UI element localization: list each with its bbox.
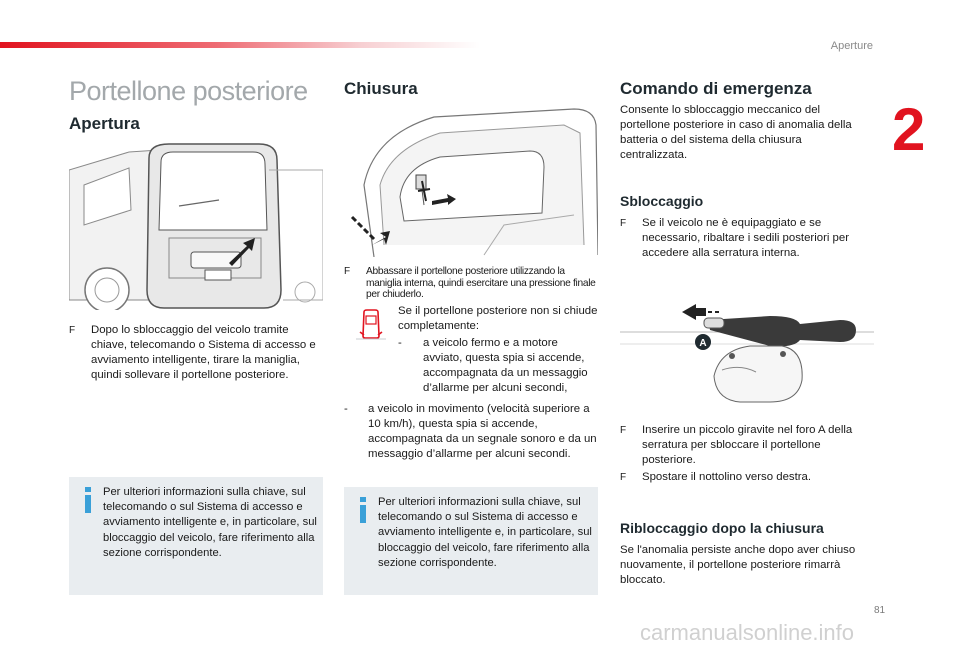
info-text-chiusura: Per ulteriori informazioni sulla chiave, sul telecomando o sul Sistema di accesso e avviamento intelligente e, in particolare, sul bloccaggio del veicolo, fare riferimento alla sezione corrispondente. (378, 496, 592, 569)
warning-item-stationary: a veicolo fermo e a motore avviato, questa spia si accende, accompagnata da un messaggio d’allarme per alcuni secondi, (423, 337, 588, 394)
dash-marker: - (398, 337, 402, 349)
heading-comando-emergenza: Comando di emergenza (620, 79, 812, 98)
open-door-warning-icon (356, 308, 386, 340)
bullet-icon: F (620, 218, 627, 229)
rear-door-closing-illustration (344, 105, 598, 257)
bullet-icon: F (620, 425, 627, 436)
heading-apertura: Apertura (69, 114, 140, 133)
dash-marker: - (344, 403, 348, 415)
sbloccaggio-step-1: Se il veicolo ne è equipaggiato e se necessario, ribaltare i sedili posteriori per accedere alla serratura interna. (642, 217, 850, 259)
figure-label-a: A (699, 338, 707, 349)
heading-chiusura: Chiusura (344, 79, 418, 98)
info-text-apertura: Per ulteriori informazioni sulla chiave, sul telecomando o sul Sistema di accesso e avviamento intelligente e, in particolare, sul bloccaggio del veicolo, fare riferimento alla sezione corrispondente. (103, 486, 317, 559)
info-box-chiusura (344, 487, 598, 595)
emergency-unlock-illustration (620, 290, 874, 410)
watermark-text: carmanualsonline.info (640, 620, 855, 645)
sbloccaggio-step-2: Inserire un piccolo giravite nel foro A della serratura per sbloccare il portellone posteriore. (642, 424, 853, 466)
bullet-icon: F (344, 266, 351, 277)
page-title: Portellone posteriore (69, 76, 308, 106)
warning-intro: Se il portellone posteriore non si chiude completamente: (398, 305, 598, 332)
info-icon (356, 497, 370, 523)
heading-ribloccaggio: Ribloccaggio dopo la chiusura (620, 520, 824, 536)
sbloccaggio-step-3: Spostare il nottolino verso destra. (642, 471, 812, 483)
bullet-icon: F (620, 472, 627, 483)
header-accent-bar (0, 42, 480, 48)
chapter-number: 2 (892, 96, 926, 163)
rear-door-opening-illustration (69, 140, 323, 310)
info-icon (81, 487, 95, 513)
bullet-icon: F (69, 325, 76, 336)
apertura-step: Dopo lo sbloccaggio del veicolo tramite chiave, telecomando o Sistema di accesso e avviamento intelligente, tirare la maniglia, quindi sollevare il portellone posteriore. (91, 324, 316, 381)
watermark (640, 618, 950, 646)
chiusura-step: Abbassare il portellone posteriore utilizzando la maniglia interna, quindi esercitare una pressione finale per chiuderlo. (366, 266, 596, 300)
warning-item-moving: a veicolo in movimento (velocità superiore a 10 km/h), questa spia si accende, accompagnata da un segnale sonoro e da un messaggio d’allarme per alcuni secondi. (368, 403, 597, 460)
heading-sbloccaggio: Sbloccaggio (620, 193, 704, 209)
emergenza-intro: Consente lo sbloccaggio meccanico del portellone posteriore in caso di anomalia della batteria o del sistema della chiusura centralizzata. (620, 104, 852, 161)
section-title: Aperture (830, 40, 873, 52)
page-number: 81 (874, 605, 886, 616)
ribloccaggio-text: Se l'anomalia persiste anche dopo aver chiuso nuovamente, il portellone posteriore rimarrà bloccato. (620, 544, 856, 586)
info-box-apertura (69, 477, 323, 595)
